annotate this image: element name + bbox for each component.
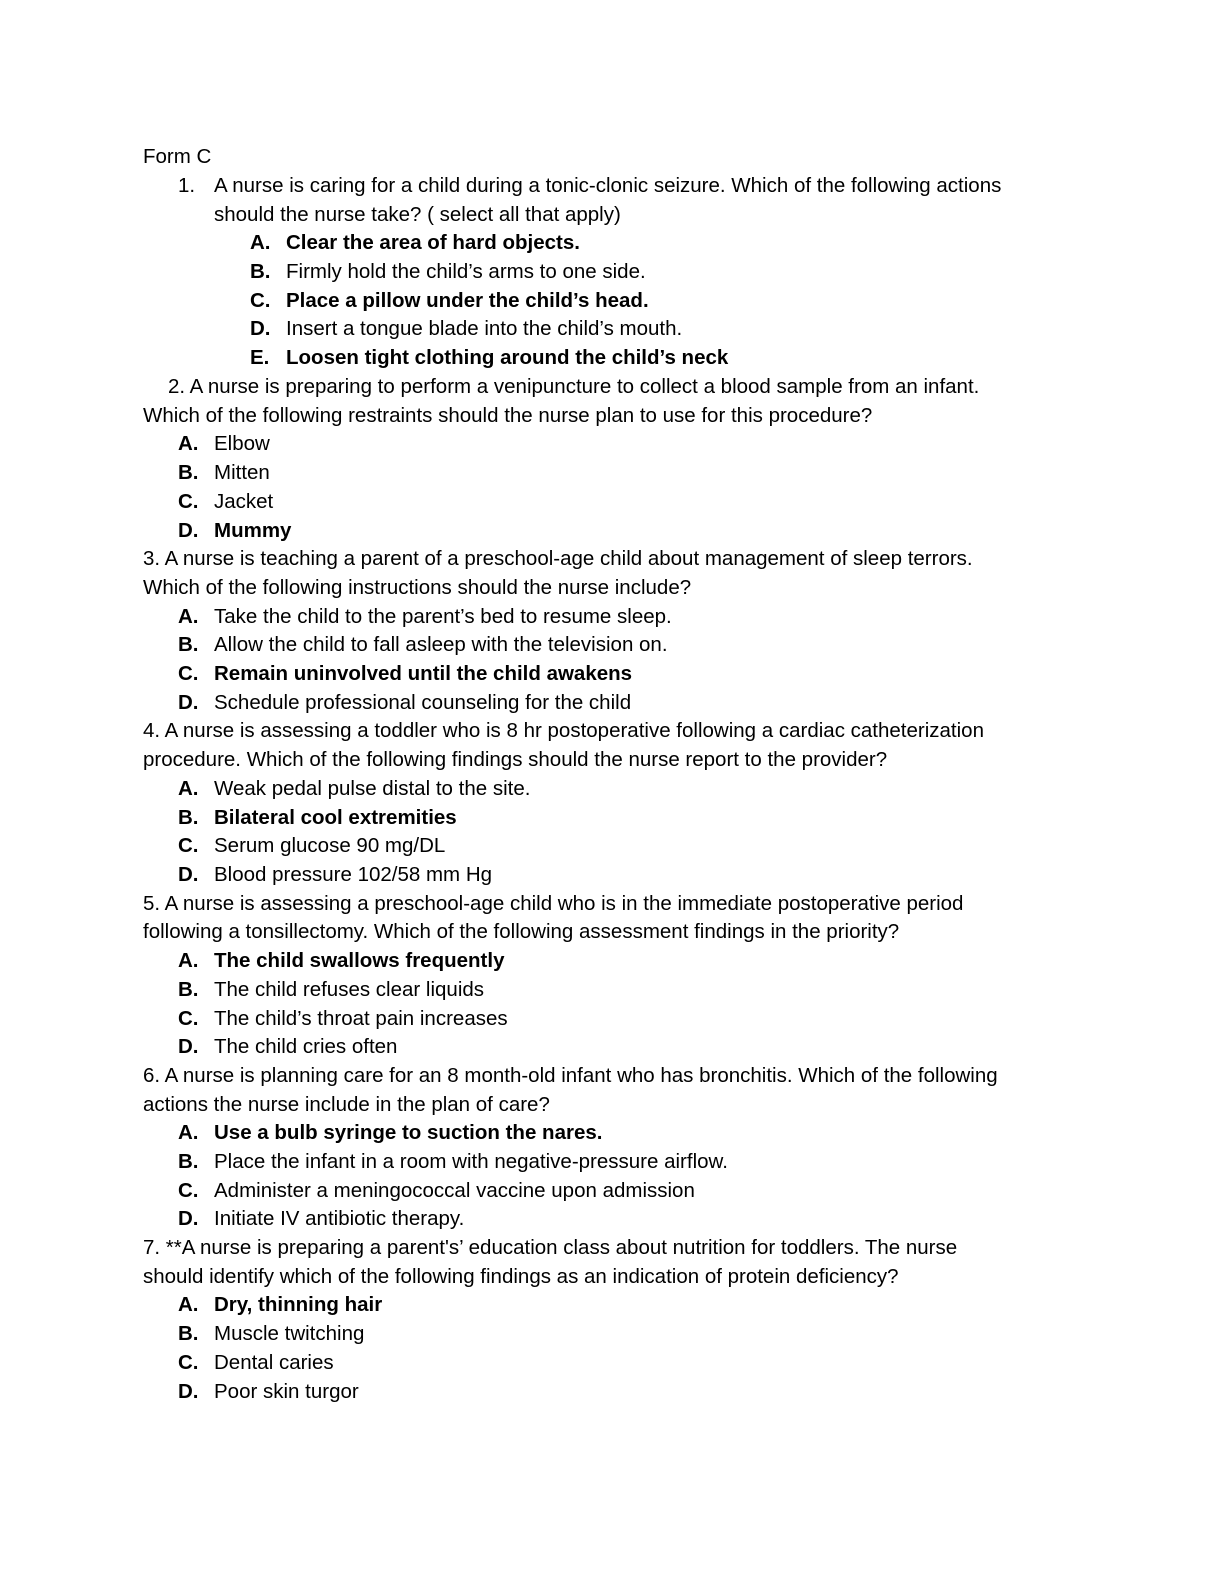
- option-letter: A.: [178, 605, 199, 628]
- option-letter: D.: [178, 1035, 199, 1058]
- option-letter: C.: [250, 289, 271, 312]
- option-text: Dental caries: [214, 1351, 334, 1374]
- option-text: Place a pillow under the child’s head.: [286, 289, 649, 312]
- option-letter: B.: [178, 633, 199, 656]
- option-text: Elbow: [214, 432, 270, 455]
- question-2-text-line-1: 2. A nurse is preparing to perform a venipuncture to collect a blood sample from an infant.: [168, 375, 980, 398]
- option-letter: B.: [250, 260, 271, 283]
- option-letter: D.: [178, 519, 199, 542]
- option-letter: A.: [178, 949, 199, 972]
- option-letter: C.: [178, 834, 199, 857]
- option-letter: D.: [250, 317, 271, 340]
- question-1-text-line-1: A nurse is caring for a child during a tonic-clonic seizure. Which of the following actions: [214, 174, 1002, 197]
- option-letter: B.: [178, 1150, 199, 1173]
- option-text: Insert a tongue blade into the child’s mouth.: [286, 317, 683, 340]
- option-text: The child swallows frequently: [214, 949, 505, 972]
- option-letter: A.: [178, 1121, 199, 1144]
- option-letter: A.: [178, 432, 199, 455]
- question-2-text-line-2: Which of the following restraints should the nurse plan to use for this procedure?: [143, 404, 873, 427]
- option-text: The child refuses clear liquids: [214, 978, 485, 1001]
- question-3-text-line-2: Which of the following instructions should the nurse include?: [143, 576, 692, 599]
- question-5-text-line-1: 5. A nurse is assessing a preschool-age child who is in the immediate postoperative period: [143, 892, 964, 915]
- option-letter: B.: [178, 806, 199, 829]
- option-letter: C.: [178, 490, 199, 513]
- option-text: Use a bulb syringe to suction the nares.: [214, 1121, 603, 1144]
- option-text: Bilateral cool extremities: [214, 806, 457, 829]
- option-text: Dry, thinning hair: [214, 1293, 383, 1316]
- option-text: Serum glucose 90 mg/DL: [214, 834, 446, 857]
- option-letter: D.: [178, 691, 199, 714]
- option-letter: C.: [178, 1351, 199, 1374]
- option-letter: A.: [178, 777, 199, 800]
- option-text: Remain uninvolved until the child awakens: [214, 662, 633, 685]
- option-text: The child cries often: [214, 1035, 398, 1058]
- option-text: Place the infant in a room with negative-pressure airflow.: [214, 1150, 728, 1173]
- option-text: Clear the area of hard objects.: [286, 231, 580, 254]
- option-text: Weak pedal pulse distal to the site.: [214, 777, 531, 800]
- question-number: 1.: [178, 174, 196, 197]
- option-text: Administer a meningococcal vaccine upon admission: [214, 1179, 695, 1202]
- question-4-text-line-1: 4. A nurse is assessing a toddler who is 8 hr postoperative following a cardiac catheterization: [143, 719, 984, 742]
- option-text: Allow the child to fall asleep with the television on.: [214, 633, 668, 656]
- option-text: Muscle twitching: [214, 1322, 365, 1345]
- question-1-text-line-2: should the nurse take? ( select all that apply): [214, 203, 621, 226]
- form-title: Form C: [143, 145, 212, 168]
- option-letter: E.: [250, 346, 270, 369]
- question-7-text-line-2: should identify which of the following findings as an indication of protein deficiency?: [143, 1265, 899, 1288]
- option-text: Poor skin turgor: [214, 1380, 359, 1403]
- question-7-text-line-1: 7. **A nurse is preparing a parent's’ education class about nutrition for toddlers. The nurse: [143, 1236, 958, 1259]
- option-letter: D.: [178, 863, 199, 886]
- option-text: Mitten: [214, 461, 270, 484]
- option-letter: B.: [178, 461, 199, 484]
- option-text: Initiate IV antibiotic therapy.: [214, 1207, 465, 1230]
- option-letter: C.: [178, 1007, 199, 1030]
- question-6-text-line-1: 6. A nurse is planning care for an 8 month-old infant who has bronchitis. Which of the following: [143, 1064, 998, 1087]
- option-text: Blood pressure 102/58 mm Hg: [214, 863, 493, 886]
- option-text: The child’s throat pain increases: [214, 1007, 508, 1030]
- option-letter: C.: [178, 1179, 199, 1202]
- option-text: Loosen tight clothing around the child’s neck: [286, 346, 729, 369]
- option-letter: C.: [178, 662, 199, 685]
- question-5-text-line-2: following a tonsillectomy. Which of the following assessment findings in the priority?: [143, 920, 900, 943]
- question-4-text-line-2: procedure. Which of the following findings should the nurse report to the provider?: [143, 748, 888, 771]
- option-text: Mummy: [214, 519, 292, 542]
- question-3-text-line-1: 3. A nurse is teaching a parent of a preschool-age child about management of sleep terrors.: [143, 547, 973, 570]
- option-text: Schedule professional counseling for the child: [214, 691, 632, 714]
- option-letter: A.: [178, 1293, 199, 1316]
- option-letter: A.: [250, 231, 271, 254]
- option-letter: B.: [178, 978, 199, 1001]
- option-text: Take the child to the parent’s bed to resume sleep.: [214, 605, 672, 628]
- question-6-text-line-2: actions the nurse include in the plan of care?: [143, 1093, 550, 1116]
- option-letter: B.: [178, 1322, 199, 1345]
- option-text: Jacket: [214, 490, 274, 513]
- option-text: Firmly hold the child’s arms to one side.: [286, 260, 646, 283]
- option-letter: D.: [178, 1207, 199, 1230]
- option-letter: D.: [178, 1380, 199, 1403]
